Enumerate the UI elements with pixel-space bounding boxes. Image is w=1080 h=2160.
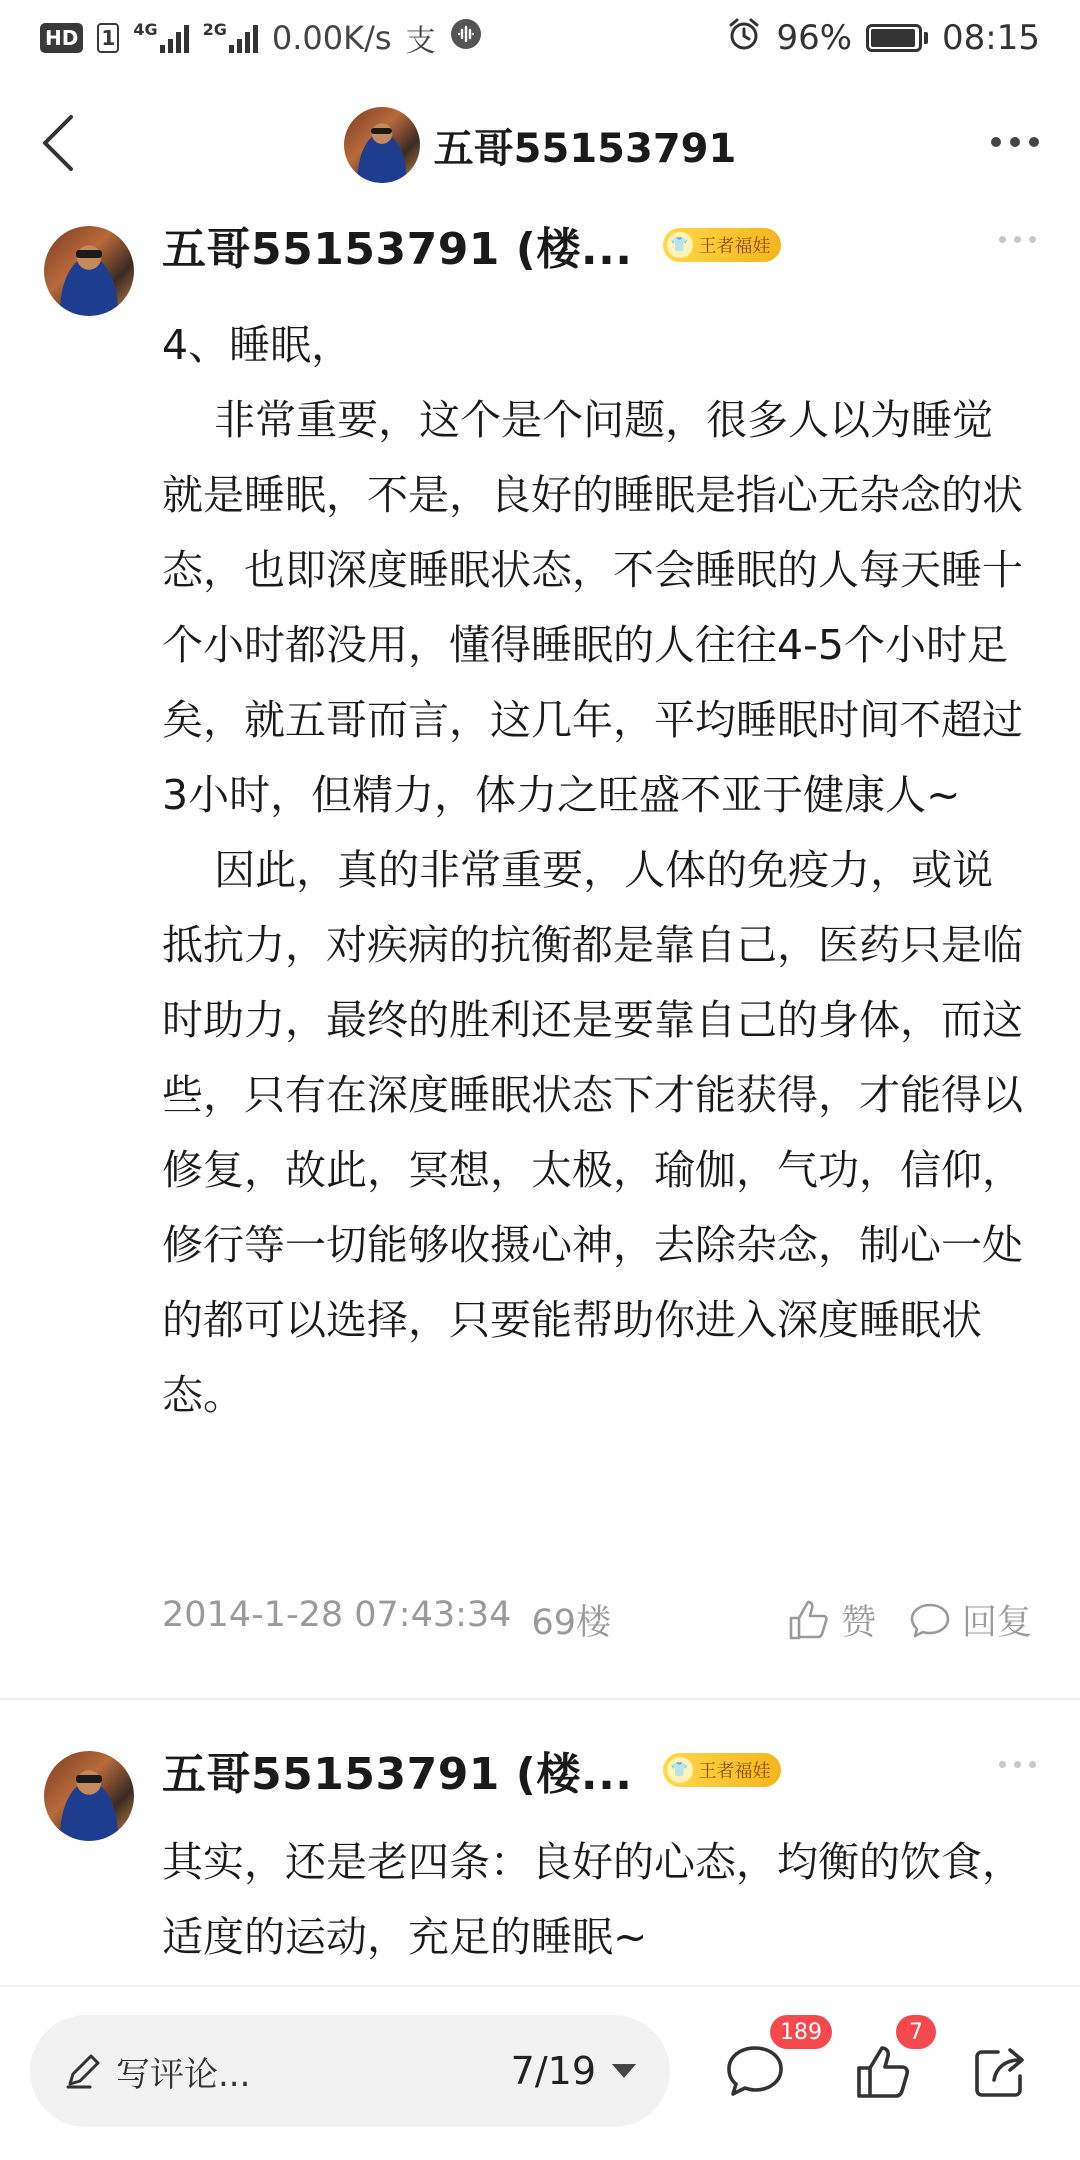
alipay-icon: 支 <box>405 24 436 59</box>
net-label-2g: 2G <box>202 20 227 39</box>
post-header <box>162 210 781 280</box>
post-content <box>162 1825 1032 1975</box>
thumbs-up-icon <box>787 1598 831 1642</box>
back-button[interactable] <box>22 108 92 178</box>
battery-icon <box>866 24 928 52</box>
share-button[interactable] <box>955 2027 1045 2117</box>
share-icon <box>970 2042 1030 2102</box>
post-author[interactable]: 五哥55153791 (楼... <box>162 224 633 275</box>
post-author[interactable]: 五哥55153791 (楼... <box>162 1749 633 1800</box>
like-count-badge: 7 <box>896 2015 936 2049</box>
post-paragraph: 因此，真的非常重要，人体的免疫力，或说抵抗力，对疾病的抗衡都是靠自己，医药只是临时助力，最终的胜利还是要靠自己的身体，而这些，只有在深度睡眠状态下才能获得，才能得以修复，故此，冥想，太极，瑜伽，气功，信仰，修行等一切能够收摄心神，去除杂念，制心一处的都可以选择，只要能帮助你进入深度睡眠状态。 <box>162 846 1023 1419</box>
tshirt-icon: 👕 <box>667 232 693 258</box>
sound-wave-icon <box>450 18 482 59</box>
reply-label: 回复 <box>961 1603 1032 1643</box>
network-speed: 0.00K/s <box>271 19 392 57</box>
like-button[interactable] <box>787 1595 876 1645</box>
status-right <box>726 16 1040 61</box>
comment-count-badge: 189 <box>770 2015 832 2049</box>
clock: 08:15 <box>942 18 1040 58</box>
post-avatar[interactable] <box>44 226 134 316</box>
post-paragraph: 非常重要，这个是个问题，很多人以为睡觉就是睡眠，不是，良好的睡眠是指心无杂念的状态，也即深度睡眠状态，不会睡眠的人每天睡十个小时都没用，懂得睡眠的人往往4-5个小时足矣，就五哥而言，这几年，平均睡眠时间不超过3小时，但精力，体力之旺盛不亚于健康人~ <box>162 396 1023 819</box>
signal-4g-icon <box>133 20 188 53</box>
thumbs-up-icon <box>853 2042 913 2102</box>
comment-input[interactable] <box>30 2015 670 2127</box>
comments-button[interactable] <box>710 2019 822 2117</box>
post-divider <box>0 1698 1080 1700</box>
like-thread-button[interactable] <box>838 2019 928 2117</box>
signal-2g-icon <box>202 20 258 53</box>
sim-badge: 1 <box>97 23 119 53</box>
post-timestamp: 2014-1-28 07:43:34 <box>162 1595 512 1635</box>
like-label: 赞 <box>840 1603 876 1643</box>
status-left <box>40 16 482 60</box>
post-content <box>162 308 1032 1433</box>
badge-label: 王者福娃 <box>698 1761 771 1782</box>
post-more-button[interactable] <box>999 236 1036 243</box>
post-header <box>162 1735 781 1805</box>
net-label-4g: 4G <box>133 20 158 39</box>
top-nav <box>0 90 1080 200</box>
post-more-button[interactable] <box>999 1761 1036 1768</box>
pencil-icon <box>64 2052 102 2090</box>
more-options-button[interactable] <box>980 112 1050 172</box>
post-avatar[interactable] <box>44 1751 134 1841</box>
page-selector[interactable] <box>511 2049 636 2093</box>
nav-avatar[interactable] <box>344 107 420 183</box>
user-badge[interactable] <box>663 1753 781 1787</box>
nav-user[interactable] <box>344 107 737 183</box>
post-paragraph: 4、睡眠， <box>162 321 353 369</box>
alarm-icon <box>726 16 762 61</box>
post-paragraph: 其实，还是老四条：良好的心态，均衡的饮食，适度的运动，充足的睡眠~ <box>162 1838 1023 1961</box>
chevron-left-icon <box>37 111 77 175</box>
post-meta <box>162 1590 1032 1650</box>
hd-badge: HD <box>40 23 83 53</box>
battery-percent: 96% <box>776 18 853 58</box>
more-dots-icon <box>991 137 1001 147</box>
comment-bubble-icon <box>908 1598 952 1642</box>
comment-bubble-icon <box>723 2042 787 2102</box>
page-indicator: 7/19 <box>510 2049 596 2093</box>
user-badge[interactable] <box>663 228 781 262</box>
comment-placeholder: 写评论... <box>116 2054 251 2095</box>
bottom-action-bar <box>0 1985 1080 2160</box>
nav-title: 五哥55153791 <box>433 125 737 172</box>
reply-button[interactable] <box>908 1595 1032 1645</box>
status-bar <box>0 0 1080 76</box>
tshirt-icon: 👕 <box>667 1757 693 1783</box>
post-floor: 69楼 <box>531 1603 611 1643</box>
badge-label: 王者福娃 <box>698 236 771 257</box>
caret-down-icon <box>612 2064 636 2078</box>
